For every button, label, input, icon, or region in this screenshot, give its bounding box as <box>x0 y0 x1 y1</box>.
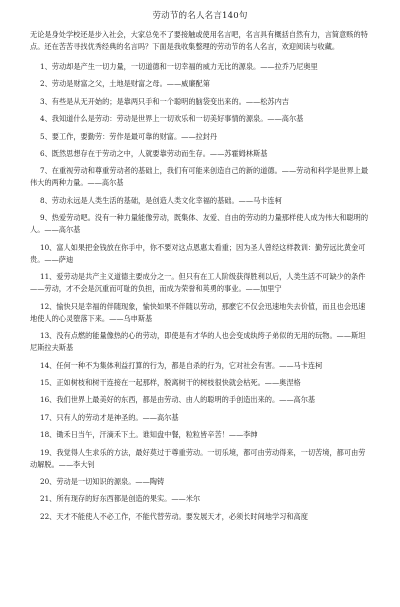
quote-item: 19、我觉得人生求乐的方法，最好莫过于尊重劳动。一切乐境，都可由劳动得来，一切苦境，都可由劳动解脱。——李大钊 <box>30 447 366 469</box>
quote-item: 20、劳动是一切知识的源泉。——陶铸 <box>40 477 165 487</box>
quote-item: 2、劳动是财富之父，土地是财富之母。——威廉配第 <box>40 79 210 89</box>
quote-item: 17、只有人的劳动才是神圣的。——高尔基 <box>40 412 179 422</box>
quote-item: 5、要工作，要勤劳：劳作是最可靠的财富。——拉封丹 <box>40 131 218 141</box>
quote-item: 18、锄禾日当午，汗滴禾下土。谁知盘中餐，粒粒皆辛苦！——李绅 <box>40 430 258 440</box>
quote-item: 4、我知道什么是劳动：劳动是世界上一切欢乐和一切美好事情的源泉。——高尔基 <box>40 114 304 124</box>
quote-list <box>30 61 370 523</box>
quote-item: 9、热爱劳动吧。没有一种力量能像劳动，既集体、友爱、自由的劳动的力量那样使人成为伟大和聪明的人。——高尔基 <box>30 213 369 235</box>
intro-paragraph: 无论是身处学校还是步入社会，大家总免不了要接触或使用名言吧，名言具有概括自然有力，言简意赅的特点。还在苦苦寻找优秀经典的名言吗？下面是我收集整理的劳动节的名人名言，欢迎阅读与收藏。 <box>30 30 368 51</box>
page-title: 劳动节的名人名言140句 <box>152 11 248 21</box>
quote-item: 6、既然思想存在于劳动之中，人就要靠劳动而生存。——苏霍姆林斯基 <box>40 148 268 158</box>
quote-item: 11、爱劳动是共产主义道德主要成分之一。但只有在工人阶级获得胜利以后，人类生活不可缺少的条件——劳动，才不会是沉重而可耻的负担，而成为荣誉和英勇的事业。——加里宁 <box>30 272 366 294</box>
quote-item: 3、有些是从无开始的；是靠两只手和一个聪明的脑袋变出来的。——松苏内吉 <box>40 96 289 106</box>
quote-item: 12、愉快只是幸福的伴随现象，愉快如果不伴随以劳动，那麽它不仅会迅速地失去价值，而且也会迅速地使人的心灵堕落下来。——乌申斯基 <box>30 301 366 323</box>
quote-item: 16、我们世界上最美好的东西，都是由劳动、由人的聪明的手创造出来的。——高尔基 <box>40 395 316 405</box>
quote-item: 7、在重视劳动和尊重劳动者的基础上，我们有可能来创造自己的新的道德。——劳动和科学是世界上最伟大的两种力量。——高尔基 <box>30 166 369 188</box>
quote-item: 14、任何一种不为集体利益打算的行为，都是自杀的行为，它对社会有害。——马卡连柯 <box>40 360 323 370</box>
quote-item: 15、正如树枝和树干连接在一起那样，脱离树干的树枝很快就会枯死。——奥涅格 <box>40 378 301 388</box>
quote-item: 1、劳动却是产生一切力量，一切道德和一切幸福的威力无比的源泉。——拉乔乃尼奥里 <box>40 62 318 71</box>
quote-item: 13、没有点燃的能量像热的心的劳动，即使是有才华的人也会变成纨绔子弟似的无用的玩物。——斯坦尼斯拉夫斯基 <box>30 331 366 353</box>
quote-item: 8、劳动永远是人类生活的基础，是创造人类文化幸福的基础。——马卡连柯 <box>40 195 282 205</box>
quote-item: 22、天才不能使人不必工作，不能代替劳动。要发展天才，必须长时间地学习和高度 <box>40 511 308 521</box>
quote-item: 21、所有现存的好东西都是创造的果实。——米尔 <box>40 494 201 504</box>
quote-item: 10、富人如果把金钱放在你手中，你不要对这点恩惠太看重；因为圣人曾经这样教训：勤劳远比黄金可贵。——萨迪 <box>30 242 366 264</box>
